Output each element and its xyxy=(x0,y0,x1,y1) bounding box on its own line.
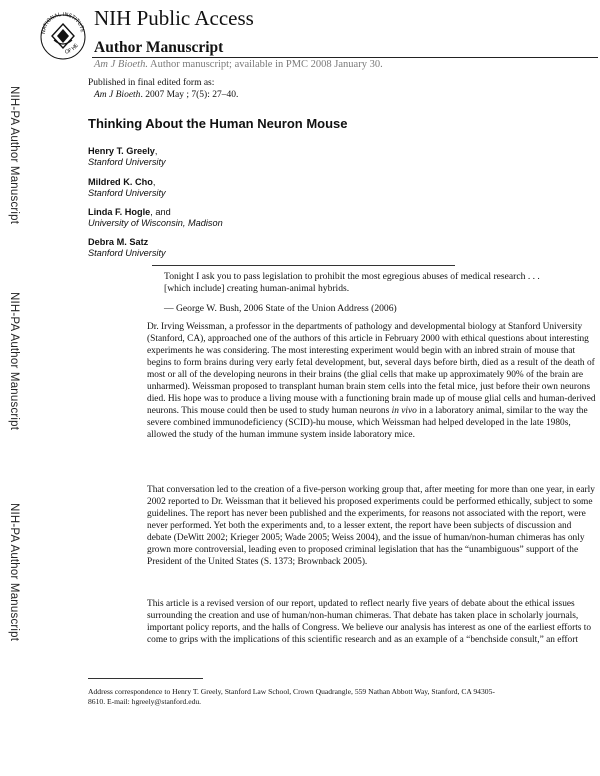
epigraph-rule xyxy=(152,265,455,266)
publication-info xyxy=(88,77,238,101)
author-block xyxy=(88,146,166,168)
author-block xyxy=(88,177,166,199)
svg-text:OF HEALTH: OF HE xyxy=(64,42,81,56)
sidebar-label-3: NIH-PA Author Manuscript xyxy=(8,503,20,642)
body-paragraph-1 xyxy=(147,321,597,441)
author-name: Linda F. Hogle xyxy=(88,207,151,217)
author-affiliation: Stanford University xyxy=(88,188,166,198)
body-paragraph-2: That conversation led to the creation of a five-person working group that, after meeting for more than one year, in early 2002 reported to Dr. Weissman that it believed his proposed experiments could be performed ethically, subject to some guidelines. The report has never been published and the experiments, for reasons not associated with the report, were never performed. Yet both the experiments and, to a lesser extent, the report have been subjects of discussion and debate (DeWitt 2002; Krieger 2005; Wade 2005; Weiss 2004), and the issue of human/non-human chimeras has only grown more controversial, leading even to proposed criminal legislation that has the “unambiguous” support of the President of the United States (S. 1373; Brownback 2005). xyxy=(147,485,595,567)
paragraph-text: Dr. Irving Weissman, a professor in the departments of pathology and developmental biology at Stanford University (Stanford, CA), approached one of the authors of this article in February 2000 with ethical questions about interesting experiments he was considering. The most interesting experiment would begin with an inbred strain of mouse that begins to form brains during very early fetal development, but, several days before birth, died as a result of the death of most or all of the developing neurons in their brains (the glial cells that make up approximately 90% of the brain are unharmed). Weissman proposed to transplant human brain stem cells into the fetal mice, just before their own neurons died. His hope was to produce a living mouse with a functioning brain made up of mouse glial cells and human-derived neurons. This mouse could then be used to study human neurons xyxy=(147,322,596,416)
author-suffix: , xyxy=(154,146,158,156)
publication-line1: Published in final edited form as: xyxy=(88,78,215,88)
author-block xyxy=(88,237,166,259)
paragraph-italic: in vivo xyxy=(391,406,417,416)
epigraph-attribution: — George W. Bush, 2006 State of the Union Address (2006) xyxy=(164,303,397,314)
author-name: Henry T. Greely xyxy=(88,146,155,156)
author-name: Mildred K. Cho xyxy=(88,177,153,187)
header-subtitle: Author Manuscript xyxy=(94,39,224,56)
author-affiliation: University of Wisconsin, Madison xyxy=(88,218,223,228)
header-title: NIH Public Access xyxy=(94,6,254,30)
author-suffix: , and xyxy=(150,207,171,217)
article-title: Thinking About the Human Neuron Mouse xyxy=(88,116,348,131)
publication-journal: Am J Bioeth xyxy=(94,90,141,100)
header-citation xyxy=(94,58,383,71)
sidebar-label-2: NIH-PA Author Manuscript xyxy=(8,292,20,431)
svg-text:NATIONAL INSTITUTES: NATIONAL INSTITUTE xyxy=(40,11,85,35)
publication-details: . 2007 May ; 7(5): 27–40. xyxy=(140,90,239,100)
author-affiliation: Stanford University xyxy=(88,248,166,258)
author-affiliation: Stanford University xyxy=(88,157,166,167)
nih-seal-logo xyxy=(38,4,88,70)
header-journal: Am J Bioeth. xyxy=(94,59,148,70)
header-citation-note: Author manuscript; available in PMC 2008 January 30. xyxy=(150,59,383,70)
footnote: Address correspondence to Henry T. Greely, Stanford Law School, Crown Quadrangle, 559 Nathan Abbott Way, Stanford, CA 94305-8610. E-mail: hgreely@stanford.edu. xyxy=(88,687,495,706)
author-block xyxy=(88,207,223,229)
body-paragraph-3: This article is a revised version of our report, updated to reflect nearly five years of debate about the ethical issues surrounding the creation and use of human/non-human chimeras. That debate has taken place in scholarly journals, important policy reports, and the halls of Congress. We believe our analysis has interest as one of the earliest efforts to come to grips with the implications of this scientific research and as an example of a “benchside consult,” an effort xyxy=(147,599,592,645)
sidebar-label-1: NIH-PA Author Manuscript xyxy=(8,86,20,225)
footnote-rule xyxy=(88,678,203,679)
epigraph-quote: Tonight I ask you to pass legislation to prohibit the most egregious abuses of medical research . . . [which include] creating human-animal hybrids. xyxy=(164,271,540,294)
paragraph-text: in a laboratory animal, similar to the way the severe combined immunodeficiency (SCID)-hu mouse, which Weissman had helped developed in the late 1980s, allowed the study of the human immune system inside laboratory mice. xyxy=(147,406,588,440)
author-name: Debra M. Satz xyxy=(88,237,149,247)
author-suffix: , xyxy=(152,177,156,187)
